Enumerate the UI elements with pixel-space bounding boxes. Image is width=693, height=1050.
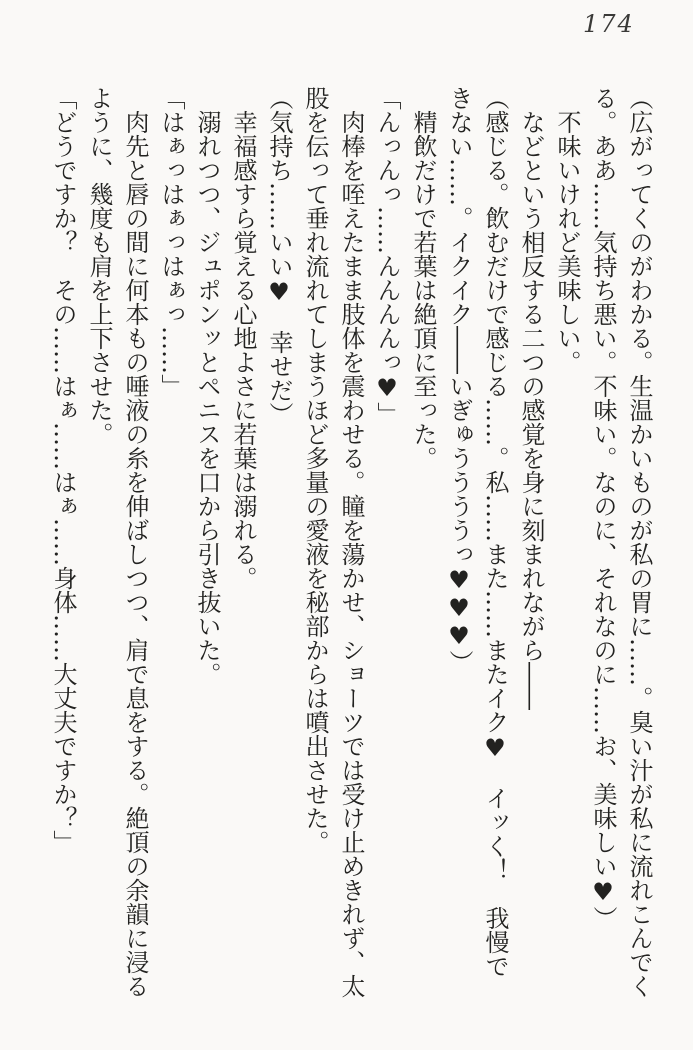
paragraph: 幸福感すら覚える心地よさに若葉は溺れる。 xyxy=(229,110,257,590)
paragraph: 溺れつつ、ジュポンッとペニスを口から引き抜いた。 xyxy=(193,110,221,686)
paragraph: 不味いけれど美味しい。 xyxy=(553,110,581,374)
paragraph: 精飲だけで若葉は絶頂に至った。 xyxy=(409,110,437,470)
paragraph: （広がってくのがわかる。生温かいものが私の胃に……。臭い汁が私に流れこんでくる。ああ……気持ち悪い。不味い。なのに、それなのに……お、美味しい♥） xyxy=(589,86,653,998)
page-number: 174 xyxy=(583,10,635,38)
paragraph: などという相反する二つの感覚を身に刻まれながら―― xyxy=(517,110,545,710)
paragraph: 「どうですか？ その……はぁ……はぁ……身体……大丈夫ですか？」 xyxy=(49,86,77,854)
paragraph: （感じる。飲むだけで感じる……。私……また……またイク♥ イッく！ 我慢できない……。イクイク――いぎゅううううっ♥♥♥） xyxy=(445,86,509,978)
vertical-text-area xyxy=(43,86,657,998)
paragraph: 肉先と唇の間に何本もの唾液の糸を伸ばしつつ、肩で息をする。絶頂の余韻に浸るように、幾度も肩を上下させた。 xyxy=(85,86,149,998)
paragraph: 肉棒を咥えたまま肢体を震わせる。瞳を蕩かせ、ショーツでは受け止めきれず、太股を伝って垂れ流れてしまうほど多量の愛液を秘部からは噴出させた。 xyxy=(301,86,365,998)
paragraph: 「はぁっはぁっはぁっ……」 xyxy=(157,86,185,398)
paragraph: 「んっんっ……んんんんっ♥」 xyxy=(373,86,401,426)
paragraph: （気持ち……いい♥ 幸せだ） xyxy=(265,86,293,426)
